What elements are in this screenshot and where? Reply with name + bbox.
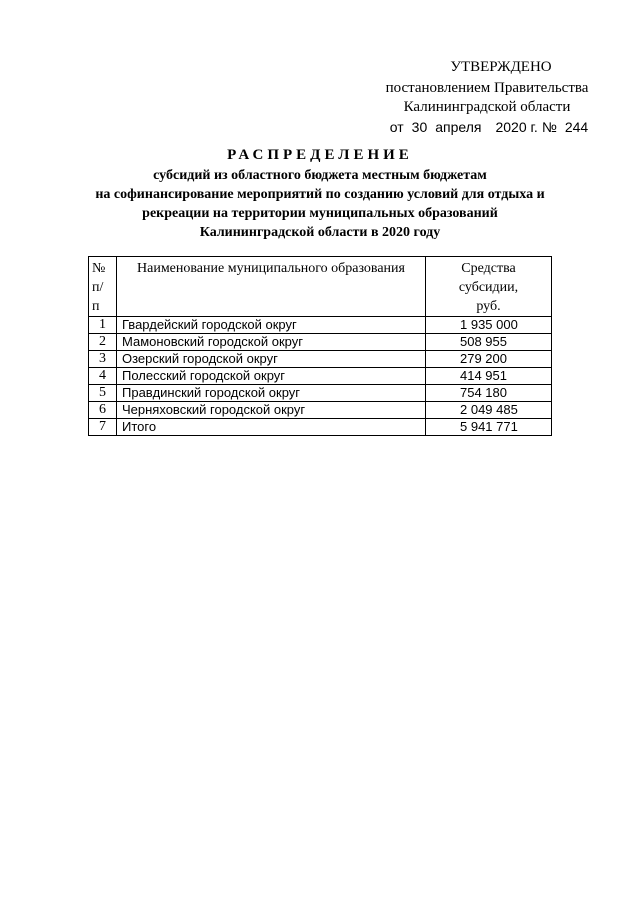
row-number: 6 — [89, 402, 117, 419]
row-amount: 279 200 — [426, 351, 552, 368]
row-municipality: Правдинский городской округ — [117, 385, 426, 402]
row-number: 5 — [89, 385, 117, 402]
table-row — [89, 334, 552, 351]
row-municipality: Полесский городской округ — [117, 368, 426, 385]
header-name: Наименование муниципального образования — [117, 257, 426, 317]
title-line-3: рекреации на территории муниципальных образований — [142, 206, 498, 221]
table-row — [89, 385, 552, 402]
row-amount: 1 935 000 — [426, 317, 552, 334]
title-line-1: субсидий из областного бюджета местным бюджетам — [153, 168, 487, 183]
title-heading: РАСПРЕДЕЛЕНИЕ — [227, 147, 413, 163]
table-row — [89, 402, 552, 419]
row-total-label: Итого — [117, 419, 426, 436]
date-prefix: от — [389, 119, 404, 135]
row-municipality: Черняховский городской округ — [117, 402, 426, 419]
resolution-number: 244 — [564, 119, 589, 135]
number-sign: № — [541, 119, 557, 135]
document-title — [90, 146, 550, 242]
header-sum-line-2: руб. — [476, 299, 501, 314]
title-line-2: на софинансирование мероприятий по созданию условий для отдыха и — [95, 187, 545, 202]
row-number: 4 — [89, 368, 117, 385]
subsidy-table — [88, 256, 552, 436]
approval-line-2: Калининградской области — [403, 99, 571, 115]
row-municipality: Мамоновский городской округ — [117, 334, 426, 351]
row-amount: 2 049 485 — [426, 402, 552, 419]
approval-line-1: постановлением Правительства — [385, 80, 589, 96]
table-row — [89, 351, 552, 368]
table-total-row — [89, 419, 552, 436]
table-row — [89, 368, 552, 385]
table-header-row — [89, 257, 552, 317]
header-number-line-2: п/ — [92, 280, 104, 295]
approved-label: УТВЕРЖДЕНО — [450, 59, 552, 75]
title-line-4: Калининградской области в 2020 году — [199, 225, 441, 240]
header-number — [89, 257, 117, 317]
approval-date-line — [372, 118, 602, 137]
row-number: 7 — [89, 419, 117, 436]
row-total-amount: 5 941 771 — [426, 419, 552, 436]
header-sum — [426, 257, 552, 317]
row-amount: 754 180 — [426, 385, 552, 402]
date-year: 2020 г. — [495, 119, 538, 135]
header-number-line-1: № — [92, 261, 106, 276]
row-amount: 414 951 — [426, 368, 552, 385]
table-row — [89, 317, 552, 334]
header-number-line-3: п — [92, 299, 100, 314]
date-day: 30 — [411, 119, 428, 135]
row-number: 1 — [89, 317, 117, 334]
row-municipality: Гвардейский городской округ — [117, 317, 426, 334]
row-number: 3 — [89, 351, 117, 368]
header-sum-line-1: Средства субсидии, — [458, 261, 519, 295]
row-amount: 508 955 — [426, 334, 552, 351]
row-municipality: Озерский городской округ — [117, 351, 426, 368]
row-number: 2 — [89, 334, 117, 351]
date-month: апреля — [435, 119, 482, 135]
approval-stamp — [372, 58, 602, 137]
